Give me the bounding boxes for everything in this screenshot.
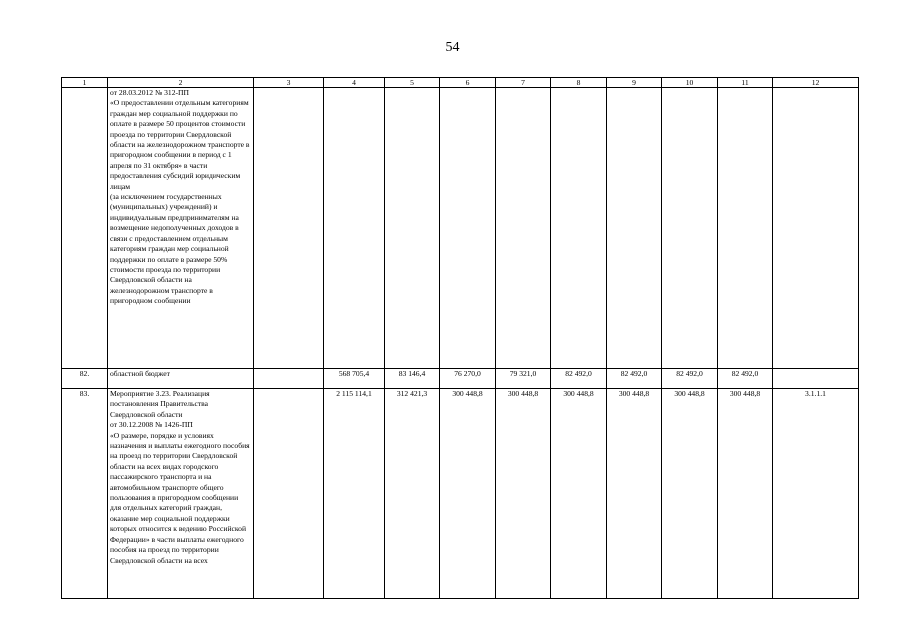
cell-col10: 82 492,0 bbox=[662, 369, 718, 389]
page-number: 54 bbox=[445, 40, 460, 55]
cell-col7 bbox=[496, 88, 551, 369]
header-cell: 12 bbox=[773, 78, 859, 88]
cell-col4: 2 115 114,1 bbox=[324, 389, 385, 599]
cell-col6: 300 448,8 bbox=[440, 389, 496, 599]
cell-col9: 82 492,0 bbox=[607, 369, 662, 389]
cell-col4 bbox=[324, 88, 385, 369]
cell-col3 bbox=[254, 369, 324, 389]
cell-col12 bbox=[773, 369, 859, 389]
cell-col7: 300 448,8 bbox=[496, 389, 551, 599]
cell-col5: 83 146,4 bbox=[385, 369, 440, 389]
cell-col8: 300 448,8 bbox=[551, 389, 607, 599]
table-row bbox=[62, 369, 859, 389]
cell-col3 bbox=[254, 389, 324, 599]
cell-col11 bbox=[718, 88, 773, 369]
cell-col4: 568 705,4 bbox=[324, 369, 385, 389]
header-cell: 6 bbox=[440, 78, 496, 88]
cell-col9 bbox=[607, 88, 662, 369]
cell-col6 bbox=[440, 88, 496, 369]
cell-col9: 300 448,8 bbox=[607, 389, 662, 599]
header-cell: 11 bbox=[718, 78, 773, 88]
row-description: от 28.03.2012 № 312-ПП «О предоставлении отдельным категориям граждан мер социальной поддержки по оплате в размере 50 процентов стоимости проезда по территории Свердловской области на железнодорожном транспорте в пригородном сообщении в период с 1 апреля по 31 октября» в части предоставления субсидий юридическим лицам (за исключением государственных (муниципальных) учреждений) и индивидуальным предпринимателям на возмещение недополученных доходов в связи с предоставлением отдельным категориям граждан мер социальной поддержки по оплате в размере 50% стоимости проезда по территории Свердловской области на железнодорожном транспорте в пригородном сообщении bbox=[108, 88, 254, 369]
row-description: Мероприятие 3.23. Реализация постановления Правительства Свердловской области от 30.12.2008 № 1426-ПП «О размере, порядке и условиях назначения и выплаты ежегодного пособия на проезд по территории Свердловской области на всех видах городского пассажирского транспорта и на автомобильном транспорте общего пользования в пригородном сообщении для отдельных категорий граждан, оказание мер социальной поддержки которых относится к ведению Российской Федерации» в части выплаты ежегодного пособия на проезд по территории Свердловской области на всех bbox=[108, 389, 254, 599]
header-cell: 10 bbox=[662, 78, 718, 88]
cell-col5: 312 421,3 bbox=[385, 389, 440, 599]
table-row bbox=[62, 389, 859, 599]
header-cell: 8 bbox=[551, 78, 607, 88]
cell-col10: 300 448,8 bbox=[662, 389, 718, 599]
cell-col11: 82 492,0 bbox=[718, 369, 773, 389]
cell-col11: 300 448,8 bbox=[718, 389, 773, 599]
cell-col6: 76 270,0 bbox=[440, 369, 496, 389]
cell-col5 bbox=[385, 88, 440, 369]
header-row bbox=[62, 78, 859, 88]
header-cell: 2 bbox=[108, 78, 254, 88]
header-cell: 9 bbox=[607, 78, 662, 88]
row-number: 83. bbox=[62, 389, 108, 599]
header-cell: 5 bbox=[385, 78, 440, 88]
row-number bbox=[62, 88, 108, 369]
cell-col12: 3.1.1.1 bbox=[773, 389, 859, 599]
cell-col12 bbox=[773, 88, 859, 369]
row-number: 82. bbox=[62, 369, 108, 389]
cell-col8 bbox=[551, 88, 607, 369]
header-cell: 7 bbox=[496, 78, 551, 88]
cell-col10 bbox=[662, 88, 718, 369]
budget-table bbox=[61, 77, 859, 599]
cell-col8: 82 492,0 bbox=[551, 369, 607, 389]
row-description: областной бюджет bbox=[108, 369, 254, 389]
table-row bbox=[62, 88, 859, 369]
cell-col7: 79 321,0 bbox=[496, 369, 551, 389]
header-cell: 3 bbox=[254, 78, 324, 88]
header-cell: 1 bbox=[62, 78, 108, 88]
header-cell: 4 bbox=[324, 78, 385, 88]
cell-col3 bbox=[254, 88, 324, 369]
